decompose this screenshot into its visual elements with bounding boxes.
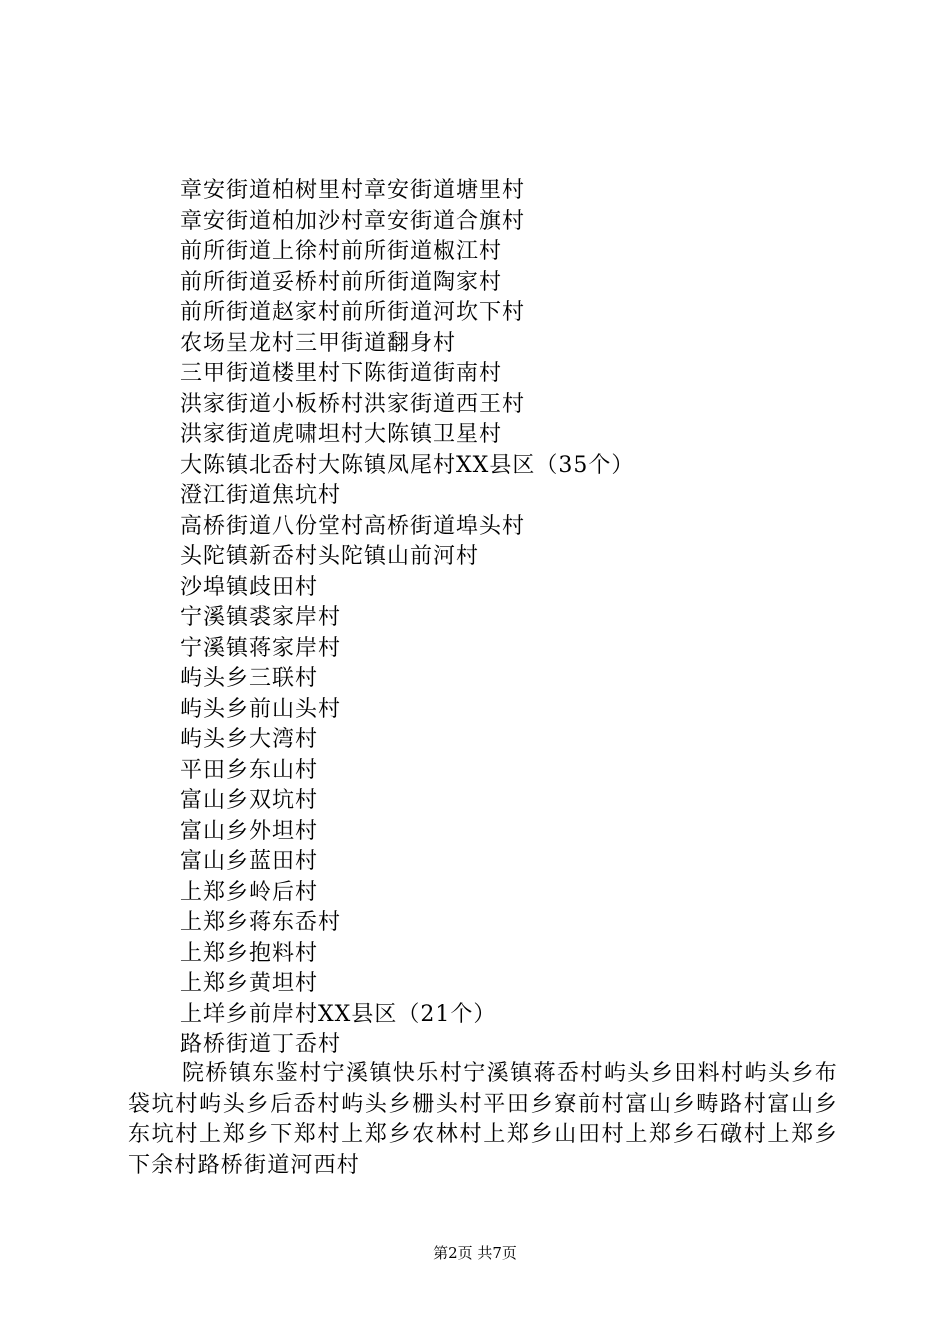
list-item: 上郑乡黄坦村 — [180, 971, 319, 996]
list-item: 屿头乡前山头村 — [180, 696, 342, 722]
list-item: 大陈镇北岙村大陈镇凤尾村XX县区（35个） — [180, 452, 635, 478]
list-item: 屿头乡大湾村 — [180, 727, 319, 752]
list-item: 上郑乡蒋东岙村 — [180, 910, 342, 935]
list-item: 富山乡蓝田村 — [180, 849, 319, 874]
list-item: 章安街道柏树里村章安街道塘里村 — [180, 178, 526, 203]
list-item: 富山乡外坦村 — [180, 818, 319, 844]
list-item: 上郑乡岭后村 — [180, 879, 319, 905]
list-item: 前所街道妥桥村前所街道陶家村 — [180, 269, 503, 295]
list-item: 洪家街道虎啸坦村大陈镇卫星村 — [180, 422, 503, 447]
village-paragraph: 院桥镇东鉴村宁溪镇快乐村宁溪镇蒋岙村屿头乡田料村屿头乡布袋坑村屿头乡后岙村屿头乡栅头村平田乡寮前村富山乡畴路村富山乡东坑村上郑乡下郑村上郑乡农林村上郑乡山田村上郑乡石礅村上郑乡下余村路桥街道河西村 — [128, 1061, 838, 1178]
list-item: 平田乡东山村 — [180, 757, 319, 783]
list-item: 章安街道柏加沙村章安街道合旗村 — [180, 208, 526, 234]
page-footer: 第2页 共7页 — [433, 1244, 517, 1262]
list-item: 宁溪镇蒋家岸村 — [180, 635, 342, 661]
list-item: 高桥街道八份堂村高桥街道埠头村 — [180, 513, 526, 539]
list-item: 三甲街道楼里村下陈街道街南村 — [180, 361, 503, 386]
list-item: 前所街道赵家村前所街道河坎下村 — [180, 300, 526, 325]
list-item: 沙埠镇歧田村 — [180, 574, 319, 600]
list-item: 上垟乡前岸村XX县区（21个） — [180, 1001, 497, 1027]
list-item: 上郑乡抱料村 — [180, 940, 319, 966]
list-item: 宁溪镇裘家岸村 — [180, 605, 342, 630]
list-item: 路桥街道丁岙村 — [180, 1032, 342, 1057]
list-item: 富山乡双坑村 — [180, 788, 319, 813]
village-list — [180, 176, 634, 1061]
list-item: 澄江街道焦坑村 — [180, 483, 342, 508]
list-item: 农场呈龙村三甲街道翻身村 — [180, 330, 457, 356]
list-item: 屿头乡三联村 — [180, 666, 319, 691]
list-item: 洪家街道小板桥村洪家街道西王村 — [180, 391, 526, 417]
list-item: 头陀镇新岙村头陀镇山前河村 — [180, 544, 480, 569]
list-item: 前所街道上徐村前所街道椒江村 — [180, 239, 503, 264]
